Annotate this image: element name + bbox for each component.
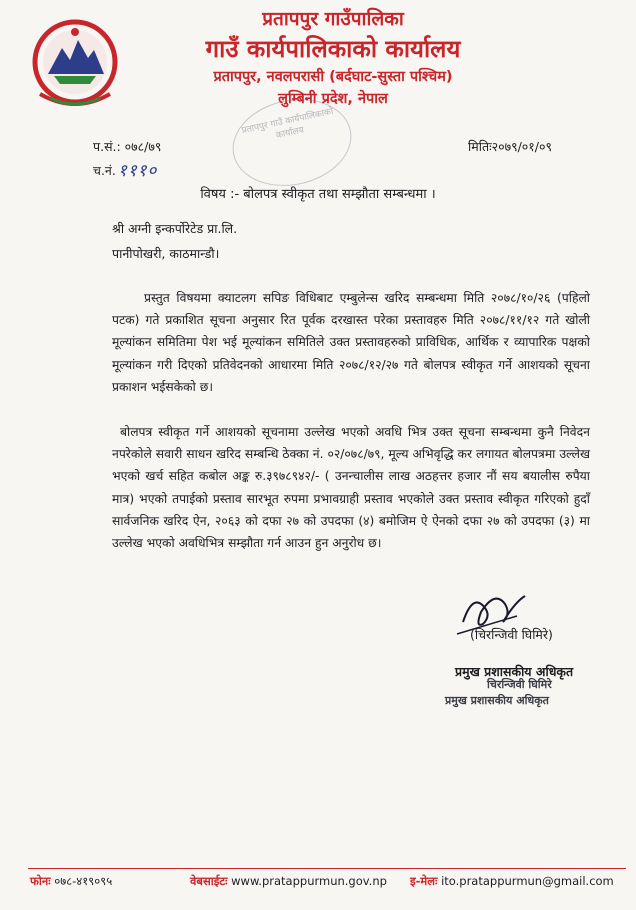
footer-divider [28, 868, 626, 869]
office-address: प्रतापपुर, नवलपरासी (बर्दघाट-सुस्ता पश्चिम) [213, 69, 453, 85]
recipient-address: पानीपोखरी, काठमान्डौ। [112, 246, 220, 261]
office-name: गाउँ कार्यपालिकाको कार्यालय [205, 35, 461, 63]
signatory-name: (चिरन्जिवी घिमिरे) [470, 627, 553, 642]
signature-stamp-name: चिरन्जिवी घिमिरे [487, 678, 552, 691]
email-label: इ-मेलः [410, 874, 438, 888]
website-label: वेबसाईटः [190, 874, 228, 888]
letter-subject: विषय :- बोलपत्र स्वीकृत तथा सम्झौता सम्बन्धमा । [200, 187, 436, 202]
footer-phone [30, 874, 112, 889]
signatory-title: प्रमुख प्रशासकीय अधिकृत [455, 664, 574, 679]
email-value: ito.pratappurmun@gmail.com [441, 874, 614, 888]
stamp-text: प्रतापपुर गाउँ कार्यपालिकाको कार्यालय [240, 106, 335, 142]
recipient-name: श्री अग्नी इन्कर्पोरेटेड प्रा.लि. [112, 221, 238, 236]
footer-email [410, 874, 614, 889]
office-province: लुम्बिनी प्रदेश, नेपाल [278, 91, 388, 107]
phone-value: ०७८-४१९०९५ [54, 874, 113, 888]
phone-label: फोनः [30, 874, 51, 888]
dispatch-label: च.नं. [93, 163, 116, 178]
municipality-name: प्रतापपुर गाउँपालिका [262, 8, 404, 30]
body-paragraph-1: प्रस्तुत विषयमा क्याटलग सपिङ विधिबाट एम्बुलेन्स खरिद सम्बन्धमा मिति २०७८/१०/२६ (पहिलो पटक) गते प्रकाशित सूचना अनुसार रित पूर्वक दरखास्त परेका प्रस्तावहरु मिति २०७८/११/१२ गते खोली मूल्यांकन समितिमा पेश भई मूल्यांकन समितिले उक्त प्रस्तावहरुको प्राविधिक, आर्थिक र व्यापारिक पक्षको मूल्यांकन गरी दिएको प्रतिवेदनको आधारमा मिति २०७८/१२/२७ गते बोलपत्र स्वीकृत गर्ने आशयको सूचना प्रकाशन भईसकेको छ। [112, 291, 590, 394]
body-paragraph-2: बोलपत्र स्वीकृत गर्ने आशयको सूचनामा उल्लेख भएको अवधि भित्र उक्त सूचना सम्बन्धमा कुनै निवेदन नपरेकोले सवारी साधन खरिद सम्बन्धि ठेक्का नं. ०२/०७८/७९, मूल्य अभिवृद्धि कर लगायत बोलपत्रमा उल्लेख भएको खर्च सहित कबोल अङ्क रु.३९७८९४२/- ( उनन्चालीस लाख अठहत्तर हजार नौं सय बयालीस रुपैया मात्र) भएको तपाईको प्रस्ताव सारभूत रुपमा प्रभावग्राही प्रस्ताव भएकोले उक्त प्रस्ताव स्वीकृत गरिएको हुदाँ सार्वजनिक खरिद ऐन, २०६३ को दफा २७ को उपदफा (४) बमोजिम ऐ ऐनको दफा २७ को उपदफा (३) मा उल्लेख भएको अवधिभित्र सम्झौता गर्न आउन हुन अनुरोध छ। [112, 425, 590, 551]
letterhead [140, 6, 526, 110]
signature-stamp-title: प्रमुख प्रशासकीय अधिकृत [445, 694, 549, 707]
dispatch-number: १११० [118, 161, 158, 181]
letter-date: मितिः२०७९/०१/०९ [468, 139, 553, 154]
fiscal-reference: प.सं.: ०७८/७९ [93, 139, 162, 154]
nepal-emblem-icon [30, 14, 120, 114]
footer-website [190, 874, 387, 889]
website-value: www.pratappurmun.gov.np [231, 874, 387, 888]
